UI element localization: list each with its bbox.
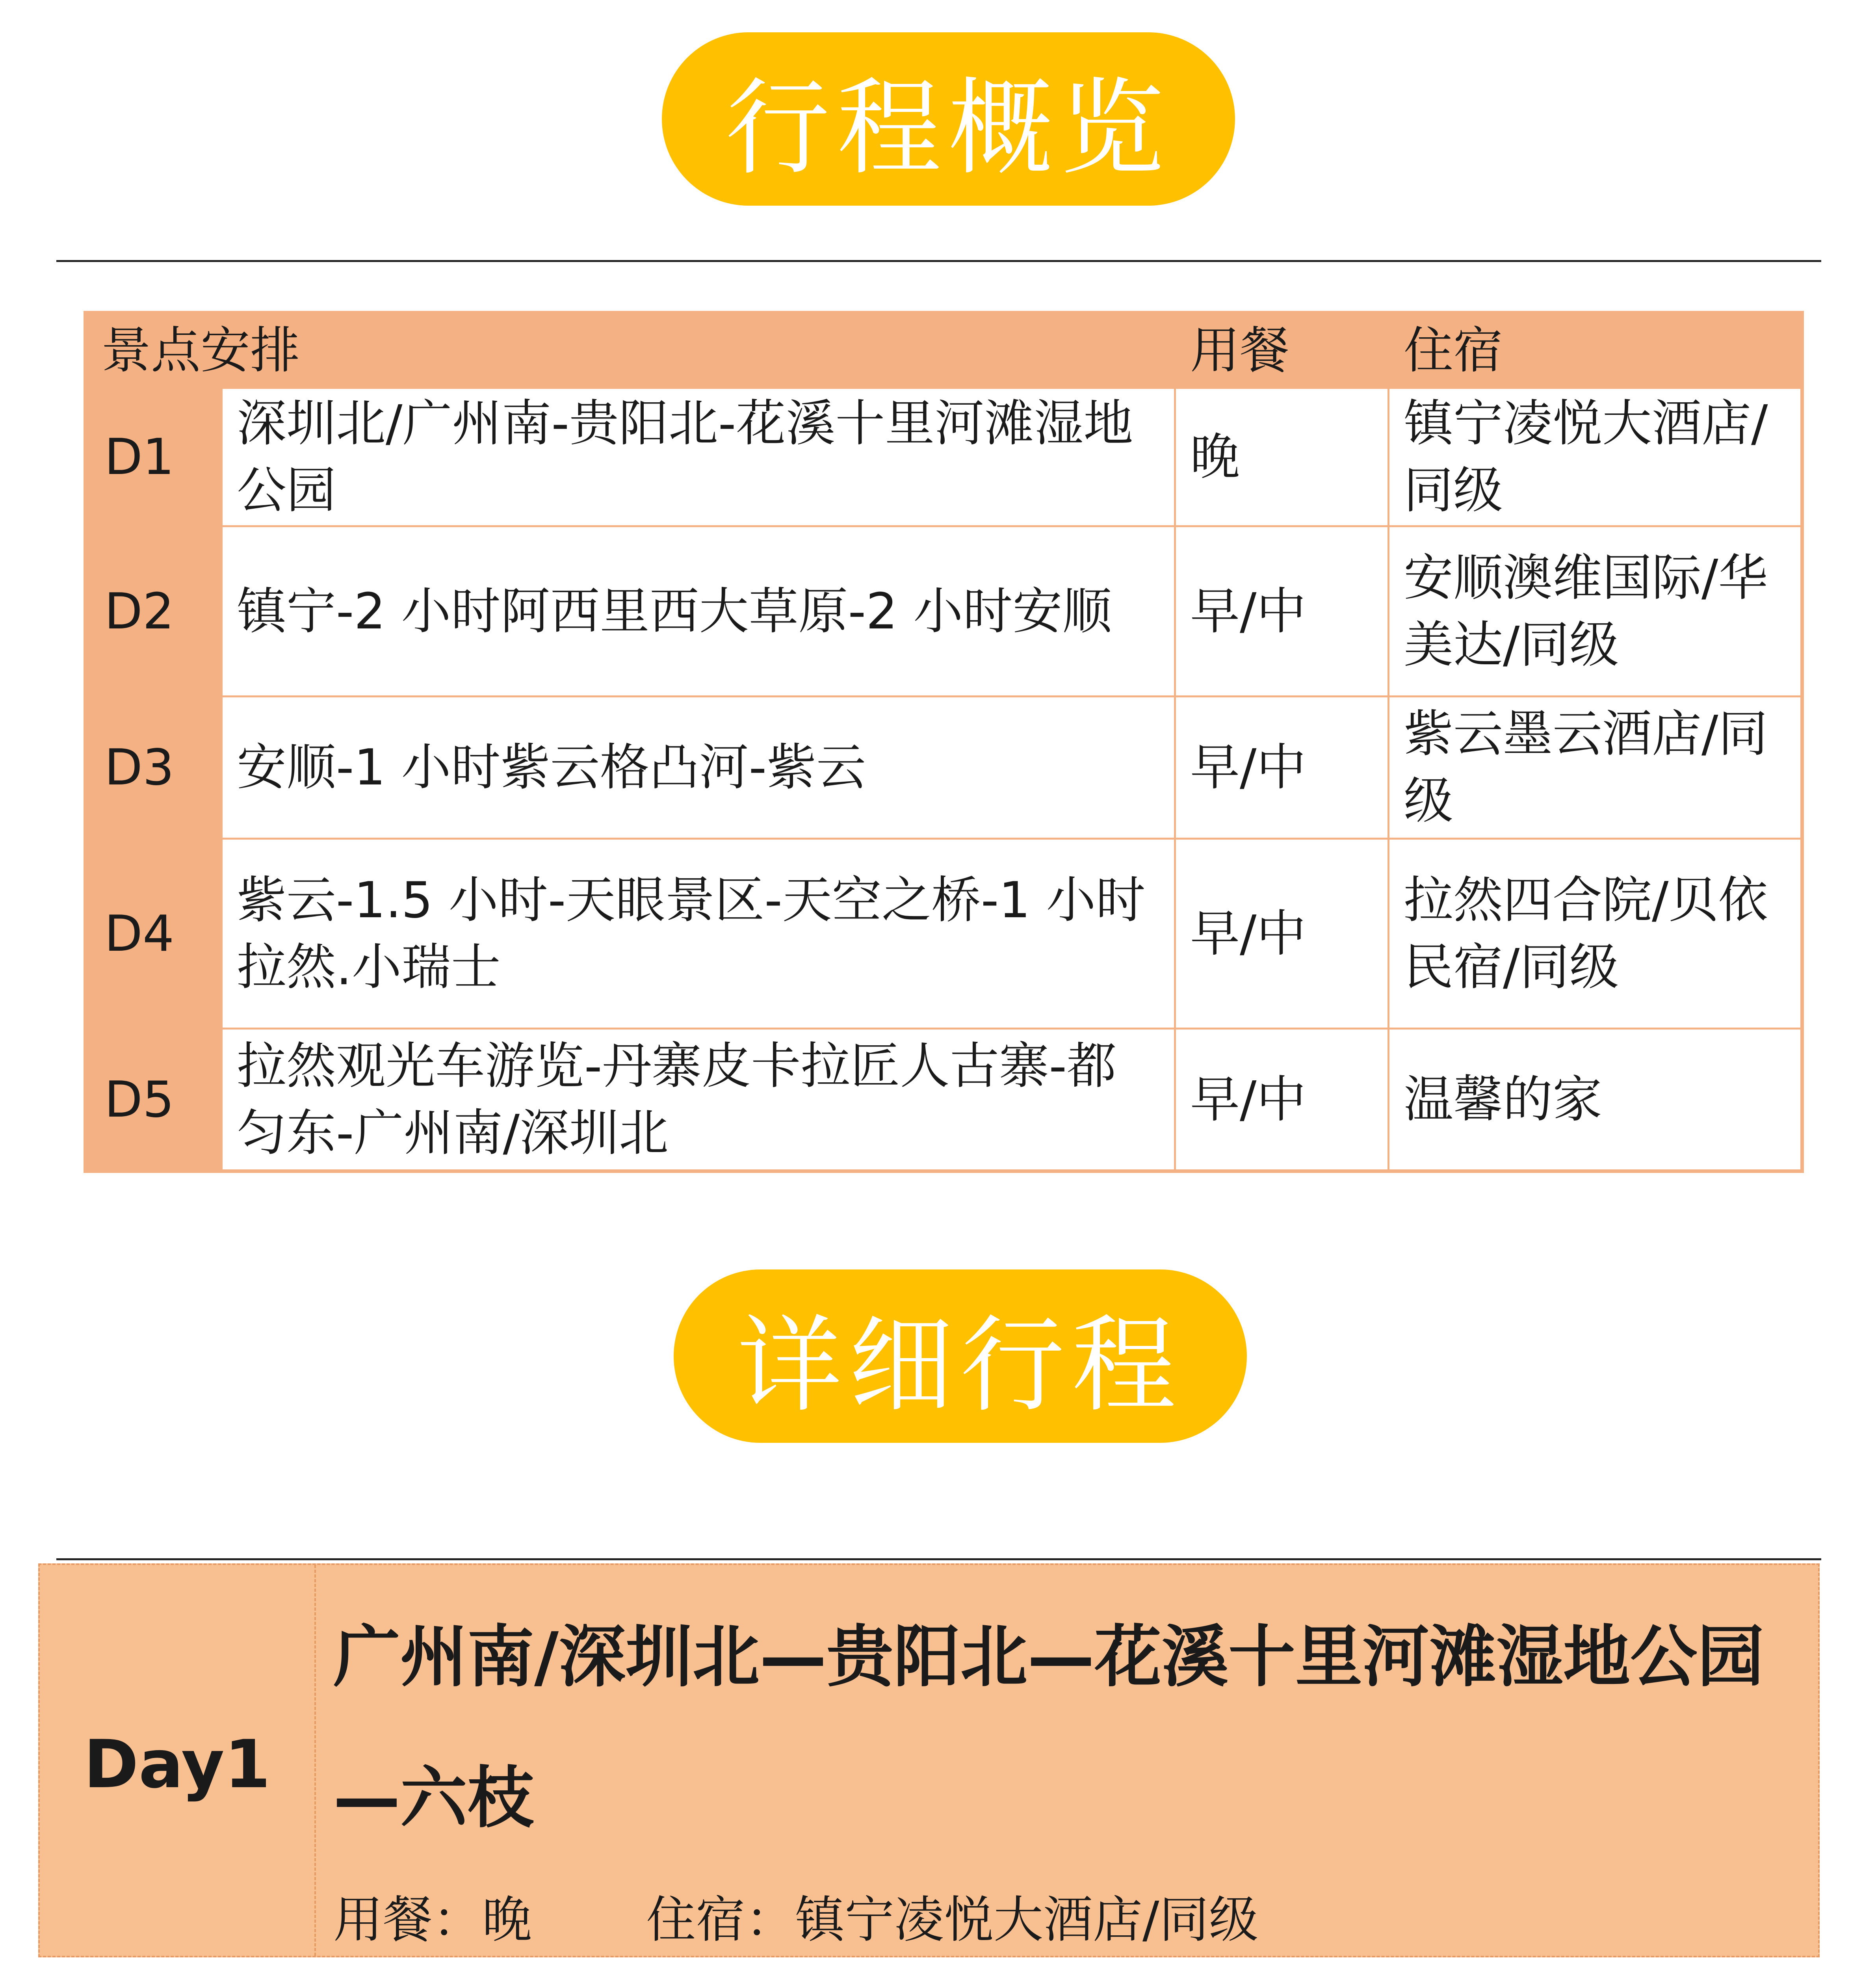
table-header-row [85, 313, 1802, 388]
header-attractions: 景点安排 [85, 313, 1175, 388]
day1-meals: 用餐：晚 [333, 1891, 532, 1949]
hotel-cell: 拉然四合院/贝依民宿/同级 [1389, 839, 1802, 1029]
meals-cell: 晚 [1175, 388, 1389, 526]
itinerary-overview-table [84, 311, 1804, 1173]
hotel-cell: 镇宁凌悦大酒店/同级 [1389, 388, 1802, 526]
day1-meta [333, 1880, 1357, 1951]
overview-divider [56, 260, 1821, 262]
route-cell: 安顺-1 小时紫云格凸河-紫云 [222, 697, 1175, 839]
overview-heading [662, 32, 1235, 206]
route-cell: 深圳北/广州南-贵阳北-花溪十里河滩湿地公园 [222, 388, 1175, 526]
table-row [85, 839, 1802, 1029]
day-cell: D4 [85, 839, 222, 1029]
table-row [85, 697, 1802, 839]
hotel-cell: 紫云墨云酒店/同级 [1389, 697, 1802, 839]
day1-description [57, 1964, 1818, 1970]
meals-cell: 早/中 [1175, 1029, 1389, 1171]
hotel-cell: 温馨的家 [1389, 1029, 1802, 1171]
meals-cell: 早/中 [1175, 697, 1389, 839]
day1-route-title: 广州南/深圳北—贵阳北—花溪十里河滩湿地公园—六枝 [333, 1618, 1765, 1837]
detail-heading-text: 详细行程 [737, 1305, 1183, 1426]
route-cell: 拉然观光车游览-丹寨皮卡拉匠人古寨-都匀东-广州南/深圳北 [222, 1029, 1175, 1171]
day-cell: D2 [85, 526, 222, 697]
day-cell: D5 [85, 1029, 222, 1171]
table-row [85, 388, 1802, 526]
header-meals: 用餐 [1175, 313, 1389, 388]
day1-hotel: 住宿：镇宁凌悦大酒店/同级 [646, 1891, 1259, 1949]
overview-heading-text: 行程概览 [725, 67, 1172, 189]
day1-label: Day1 [84, 1726, 271, 1803]
day-cell: D3 [85, 697, 222, 839]
meals-cell: 早/中 [1175, 526, 1389, 697]
day-cell: D1 [85, 388, 222, 526]
meals-cell: 早/中 [1175, 839, 1389, 1029]
description-line [57, 1964, 1818, 1970]
route-cell: 镇宁-2 小时阿西里西大草原-2 小时安顺 [222, 526, 1175, 697]
table-row [85, 1029, 1802, 1171]
hotel-cell: 安顺澳维国际/华美达/同级 [1389, 526, 1802, 697]
detail-heading [674, 1269, 1247, 1443]
day1-card [38, 1563, 1820, 1957]
day1-card-divider [314, 1565, 316, 1956]
header-hotel: 住宿 [1389, 313, 1802, 388]
detail-divider [56, 1558, 1821, 1560]
route-cell: 紫云-1.5 小时-天眼景区-天空之桥-1 小时拉然.小瑞士 [222, 839, 1175, 1029]
table-row [85, 526, 1802, 697]
